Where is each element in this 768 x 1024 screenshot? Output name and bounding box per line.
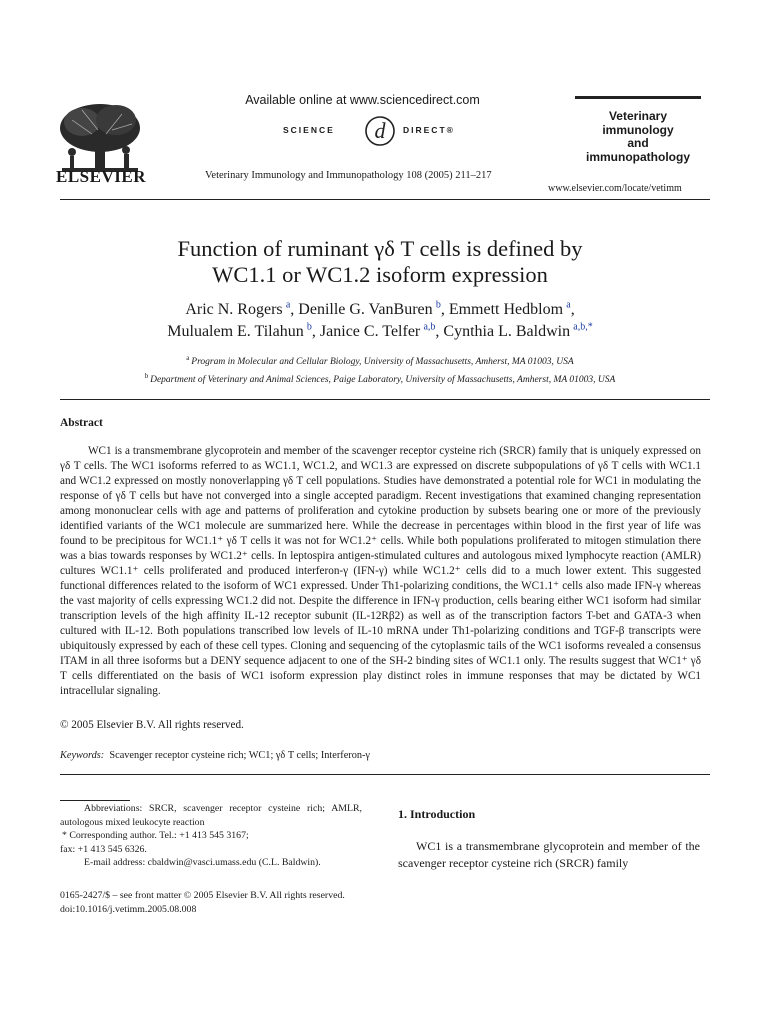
affiliation-mark[interactable]: a,b	[423, 321, 436, 333]
publisher-name: ELSEVIER	[56, 167, 146, 186]
abstract-copyright: © 2005 Elsevier B.V. All rights reserved.	[60, 719, 244, 731]
sciencedirect-logo-left: SCIENCE	[283, 125, 335, 135]
author-name: Mulualem E. Tilahun	[167, 323, 304, 340]
available-online-text[interactable]: Available online at www.sciencedirect.com	[245, 93, 480, 107]
keywords-line	[60, 750, 370, 761]
abstract-divider	[60, 399, 710, 400]
affiliation-mark[interactable]: a	[285, 299, 291, 311]
journal-title-line: and	[627, 136, 649, 150]
abstract-heading: Abstract	[60, 417, 103, 429]
introduction-body: WC1 is a transmembrane glycoprotein and member of the scavenger receptor cysteine rich (SRCR) family	[398, 839, 700, 870]
affiliation-mark[interactable]: a	[566, 299, 571, 311]
author-name: Cynthia L. Baldwin	[443, 323, 571, 340]
affiliation-mark[interactable]: b	[306, 321, 312, 333]
journal-title-line: immunology	[602, 122, 674, 137]
affiliation-text: Department of Veterinary and Animal Sciences, Paige Laboratory, University of Massachusetts, Amherst, MA 01003, USA	[150, 375, 616, 386]
email-footnote[interactable]: E-mail address: cbaldwin@vasci.umass.edu (C.L. Baldwin).	[84, 857, 321, 868]
affiliation-a	[60, 351, 700, 369]
keywords-label: Keywords:	[60, 750, 105, 761]
keywords-text: Scavenger receptor cysteine rich; WC1; γδ T cells; Interferon-γ	[109, 750, 370, 761]
abstract-body: WC1 is a transmembrane glycoprotein and member of the scavenger receptor cysteine rich (SRCR) family that is uniquely expressed on γδ T cells. The WC1 isoforms referred to as WC1.1, WC1.2, and WC1.3 are expressed on discrete subpopulations of γδ T cells with WC1.1 and WC1.2 expressed on mostly nonoverlapping γδ T cell populations. Studies have demonstrated a potential role for WC1 in modulating the response of γδ T cells but have not converged into a single accepted paradigm. Recent investigations that examined changing representation among mononuclear cells with age and patterns of proliferation and cytokine production by subsets bearing one or more of the previously identified variants of the WC1 molecule are summarized here. While the decrease in percentages within blood in the first year of life was found to be precipitous for WC1.1⁺ γδ T cells it was not for WC1.2⁺ cells. While both populations proliferated to mitogen stimulation there was a bias towards responses by WC1.2⁺ cells. In leptospira antigen-stimulated cultures and autologous mixed lymphocyte reaction (AMLR) cultures WC1.1⁺ cells proliferated and produced interferon-γ (IFN-γ) while WC1.2⁺ cells did to a much lower extent. This suggested functional differences related to the isoform of WC1 expressed. Under Th1-polarizing conditions, the WC1.1⁺ cells also made IFN-γ whereas the vast majority of cells expressing WC1.2 did not. Despite the difference in IFN-γ production, cells bearing either WC1 isoform had similar transcription levels of the high affinity IL-12 receptor subunit (IL-12Rβ2) as well as of the transcription factors T-bet and GATA-3 when cultured with IL-12. Both populations transcribed low levels of IL-10 mRNA under Th1-polarizing conditions and TGF-β transcripts were ubiquitously expressed by each of these cell types. Cloning and sequencing of the cytoplasmic tails of the WC1 isoforms revealed a consensus ITAM in all three isoforms but a DENY sequence adjacent to one of the SH-2 binding sites of WC1.1 only. The results suggest that WC1⁺ γδ T cells differentiated on the basis of WC1 isoform expression play distinct roles in immune responses that may be dictated by WC1 intracellular signaling.	[60, 445, 701, 697]
sciencedirect-logo-right: DIRECT®	[403, 125, 455, 135]
article-title-line: WC1.1 or WC1.2 isoform expression	[212, 262, 548, 287]
journal-citation: Veterinary Immunology and Immunopathology 108 (2005) 211–217	[205, 170, 492, 181]
issn-line: 0165-2427/$ – see front matter © 2005 Elsevier B.V. All rights reserved.	[60, 890, 345, 901]
affiliation-label: a	[186, 354, 190, 362]
fax-footnote: fax: +1 413 545 6326.	[60, 843, 147, 855]
article-title	[60, 236, 700, 288]
svg-text:d: d	[374, 118, 386, 143]
sciencedirect-at-icon	[363, 114, 397, 148]
author-name: Aric N. Rogers	[185, 301, 283, 318]
affiliation-b	[60, 369, 700, 387]
journal-title-rule	[575, 96, 701, 99]
keywords-divider	[60, 774, 710, 775]
journal-url[interactable]: www.elsevier.com/locate/vetimm	[548, 183, 682, 194]
introduction-heading: 1. Introduction	[398, 807, 476, 821]
corresponding-author-footnote: * Corresponding author. Tel.: +1 413 545 3167;	[62, 830, 249, 841]
affiliation-mark[interactable]: b	[435, 299, 441, 311]
abbreviations-footnote: Abbreviations: SRCR, scavenger receptor cysteine rich; AMLR, autologous mixed leukocyte reaction	[60, 803, 362, 828]
article-title-line: Function of ruminant γδ T cells is defined by	[177, 236, 583, 261]
journal-title-line: Veterinary	[608, 109, 668, 123]
footnotes	[60, 802, 362, 870]
author-name: Janice C. Telfer	[319, 323, 421, 340]
author-list: Aric N. Rogers $^a$, Denille G. VanBuren $^b$, Emmett Hedblom $^a$, Mulualem E. Tilahun $^b$, Janice C. Telfer $^{a,b}$, Cynthia L. Baldwin $^{a,b,*}$	[167, 299, 593, 340]
author-name: Emmett Hedblom	[448, 301, 564, 318]
affiliation-mark[interactable]: a,b,*	[573, 321, 593, 333]
front-matter	[60, 889, 345, 916]
doi-line[interactable]: doi:10.1016/j.vetimm.2005.08.008	[60, 903, 197, 915]
journal-title-block	[575, 110, 701, 164]
affiliations	[60, 351, 700, 387]
journal-title-line: immunopathology	[586, 149, 690, 164]
author-name: Denille G. VanBuren	[298, 301, 433, 318]
header-divider	[60, 199, 710, 200]
sciencedirect-logo	[283, 116, 473, 146]
footnote-rule	[60, 800, 130, 801]
affiliation-text: Program in Molecular and Cellular Biology, University of Massachusetts, Amherst, MA 01003, USA	[191, 357, 574, 368]
affiliation-label: b	[144, 372, 149, 381]
